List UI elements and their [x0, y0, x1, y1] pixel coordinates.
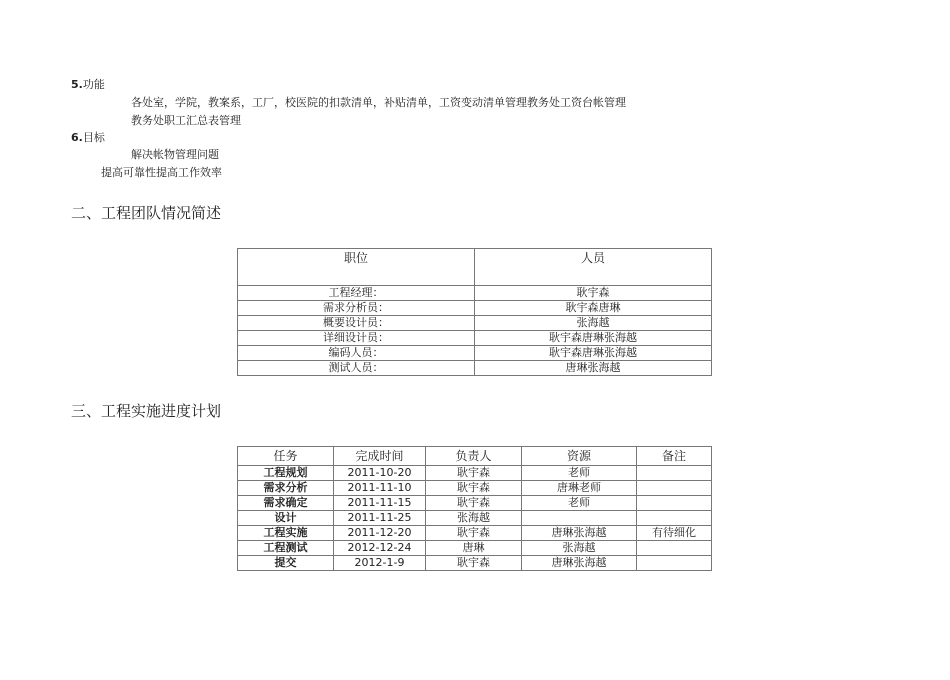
schedule-header-task: 任务	[238, 447, 334, 466]
schedule-resources: 唐琳张海越	[522, 556, 637, 571]
table-row	[238, 541, 712, 556]
schedule-section-title: 三、工程实施进度计划	[71, 402, 222, 420]
schedule-notes	[637, 556, 712, 571]
schedule-date: 2011-10-20	[334, 466, 426, 481]
schedule-header-deadline: 完成时间	[334, 447, 426, 466]
schedule-header-resources: 资源	[522, 447, 637, 466]
schedule-notes	[637, 496, 712, 511]
table-row	[238, 331, 712, 346]
team-members: 张海越	[475, 316, 712, 331]
team-members: 耿宇森唐琳张海越	[475, 346, 712, 361]
schedule-date: 2012-1-9	[334, 556, 426, 571]
section-6-line-1: 解决帐物管理问题	[131, 148, 219, 161]
schedule-task: 需求分析	[238, 481, 334, 496]
table-row	[238, 481, 712, 496]
table-row	[238, 556, 712, 571]
section-5-heading	[71, 76, 105, 92]
table-row	[238, 511, 712, 526]
schedule-resources	[522, 511, 637, 526]
team-position: 概要设计员：	[238, 316, 475, 331]
schedule-task: 设计	[238, 511, 334, 526]
schedule-resources: 张海越	[522, 541, 637, 556]
table-row	[238, 526, 712, 541]
team-position: 详细设计员：	[238, 331, 475, 346]
table-row	[238, 346, 712, 361]
table-row	[238, 286, 712, 301]
schedule-task: 提交	[238, 556, 334, 571]
team-header-position: 职位	[238, 249, 475, 286]
team-members: 唐琳张海越	[475, 361, 712, 376]
team-position: 需求分析员：	[238, 301, 475, 316]
team-members: 耿宇森唐琳张海越	[475, 331, 712, 346]
section-6-line-2: 提高可靠性提高工作效率	[101, 166, 222, 179]
section-6-heading	[71, 129, 105, 145]
schedule-resources: 唐琳老师	[522, 481, 637, 496]
team-position: 工程经理：	[238, 286, 475, 301]
team-members: 耿宇森	[475, 286, 712, 301]
schedule-date: 2011-11-25	[334, 511, 426, 526]
team-section-title: 二、工程团队情况简述	[71, 204, 222, 222]
schedule-notes: 有待细化	[637, 526, 712, 541]
schedule-date: 2011-12-20	[334, 526, 426, 541]
schedule-task: 需求确定	[238, 496, 334, 511]
schedule-task: 工程测试	[238, 541, 334, 556]
table-row	[238, 496, 712, 511]
section-5-number: 5.	[71, 78, 83, 91]
table-row	[238, 361, 712, 376]
schedule-resources: 唐琳张海越	[522, 526, 637, 541]
schedule-date: 2011-11-15	[334, 496, 426, 511]
schedule-notes	[637, 481, 712, 496]
schedule-owner: 耿宇森	[426, 556, 522, 571]
schedule-owner: 耿宇森	[426, 466, 522, 481]
team-header-members: 人员	[475, 249, 712, 286]
section-6-label: 目标	[82, 131, 105, 144]
schedule-owner: 唐琳	[426, 541, 522, 556]
section-6-number: 6.	[71, 131, 83, 144]
schedule-date: 2012-12-24	[334, 541, 426, 556]
section-5-label: 功能	[82, 78, 105, 91]
schedule-notes	[637, 511, 712, 526]
section-5-line-2: 教务处职工汇总表管理	[131, 114, 241, 127]
team-position: 测试人员：	[238, 361, 475, 376]
team-position: 编码人员：	[238, 346, 475, 361]
schedule-task: 工程规划	[238, 466, 334, 481]
team-table	[237, 248, 712, 376]
section-5-line-1: 各处室，学院，教案系，工厂，校医院的扣款清单，补贴清单，工资变动清单管理教务处工资台帐管理	[131, 96, 626, 109]
schedule-resources: 老师	[522, 466, 637, 481]
table-row	[238, 301, 712, 316]
schedule-notes	[637, 466, 712, 481]
schedule-resources: 老师	[522, 496, 637, 511]
schedule-owner: 耿宇森	[426, 526, 522, 541]
schedule-owner: 张海越	[426, 511, 522, 526]
schedule-table-header	[238, 447, 712, 466]
schedule-owner: 耿宇森	[426, 481, 522, 496]
schedule-header-notes: 备注	[637, 447, 712, 466]
table-row	[238, 466, 712, 481]
team-table-header	[238, 249, 712, 286]
schedule-date: 2011-11-10	[334, 481, 426, 496]
schedule-header-owner: 负责人	[426, 447, 522, 466]
schedule-table	[237, 446, 712, 571]
table-row	[238, 316, 712, 331]
schedule-notes	[637, 541, 712, 556]
team-members: 耿宇森唐琳	[475, 301, 712, 316]
schedule-owner: 耿宇森	[426, 496, 522, 511]
schedule-task: 工程实施	[238, 526, 334, 541]
